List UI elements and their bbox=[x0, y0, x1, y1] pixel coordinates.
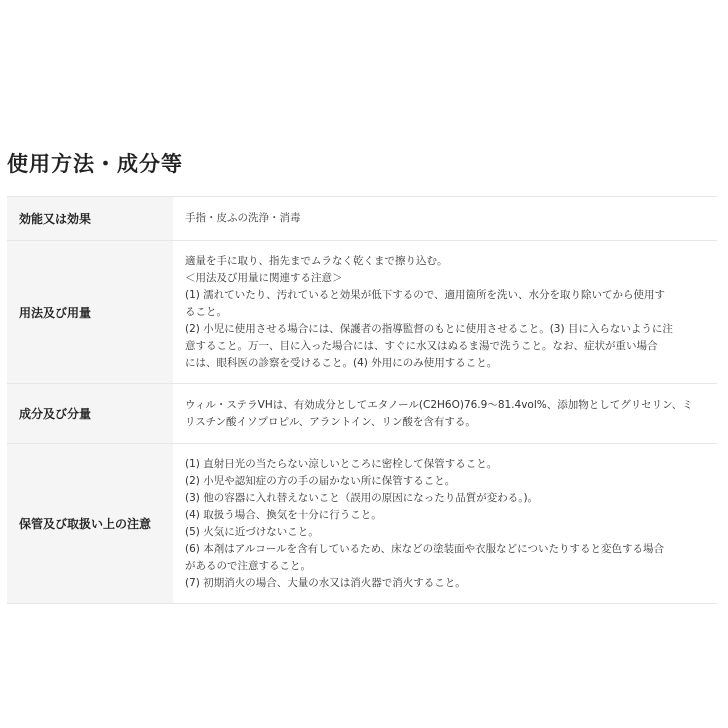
text-line: 意すること。万一、目に入った場合には、すぐに水又はぬるま湯で洗うこと。なお、症状が重い場合 bbox=[185, 339, 658, 352]
row-value-storage bbox=[173, 444, 717, 604]
table-row-storage bbox=[7, 444, 717, 604]
text-line: ること。 bbox=[185, 305, 227, 318]
text-line: 手指・皮ふの洗浄・消毒 bbox=[185, 212, 301, 224]
text-line: があるので注意すること。 bbox=[185, 559, 311, 572]
product-info-table bbox=[7, 196, 717, 604]
text-line: (4) 取扱う場合、換気を十分に行うこと。 bbox=[185, 508, 382, 521]
text-line: (2) 小児や認知症の方の手の届かない所に保管すること。 bbox=[185, 474, 456, 487]
text-line: (6) 本剤はアルコールを含有しているため、床などの塗装面や衣服などについたりすると変色する場合 bbox=[185, 542, 664, 555]
table-row-dosage bbox=[7, 241, 717, 384]
text-line: ウィル・ステラVHは、有効成分としてエタノール(C2H6O)76.9～81.4vol%、添加物としてグリセリン、ミ bbox=[185, 398, 693, 411]
text-line: (5) 火気に近づけないこと。 bbox=[185, 525, 319, 538]
row-label-ingredients: 成分及び分量 bbox=[7, 384, 173, 444]
text-line: (7) 初期消火の場合、大量の水又は消火器で消火すること。 bbox=[185, 576, 466, 589]
row-label-dosage: 用法及び用量 bbox=[7, 241, 173, 384]
text-line: (3) 他の容器に入れ替えないこと（誤用の原因になったり品質が変わる。)。 bbox=[185, 491, 539, 504]
page-title: 使用方法・成分等 bbox=[7, 152, 183, 176]
row-value-efficacy bbox=[173, 197, 717, 241]
row-label-storage: 保管及び取扱い上の注意 bbox=[7, 444, 173, 604]
table-row-efficacy bbox=[7, 197, 717, 241]
text-line: (2) 小児に使用させる場合には、保護者の指導監督のもとに使用させること。(3) 目に入らないように注 bbox=[185, 322, 673, 335]
text-line: ＜用法及び用量に関連する注意＞ bbox=[185, 271, 343, 284]
table-row-ingredients bbox=[7, 384, 717, 444]
row-label-efficacy: 効能又は効果 bbox=[7, 197, 173, 241]
text-line: (1) 濡れていたり、汚れていると効果が低下するので、適用箇所を洗い、水分を取り除いてから使用す bbox=[185, 288, 665, 301]
text-line: 適量を手に取り、指先までムラなく乾くまで擦り込む。 bbox=[185, 254, 448, 267]
row-value-ingredients bbox=[173, 384, 717, 444]
text-line: には、眼科医の診察を受けること。(4) 外用にのみ使用すること。 bbox=[185, 356, 498, 369]
text-line: リスチン酸イソプロピル、アラントイン、リン酸を含有する。 bbox=[185, 415, 476, 428]
text-line: (1) 直射日光の当たらない涼しいところに密栓して保管すること。 bbox=[185, 457, 498, 470]
row-value-dosage bbox=[173, 241, 717, 384]
